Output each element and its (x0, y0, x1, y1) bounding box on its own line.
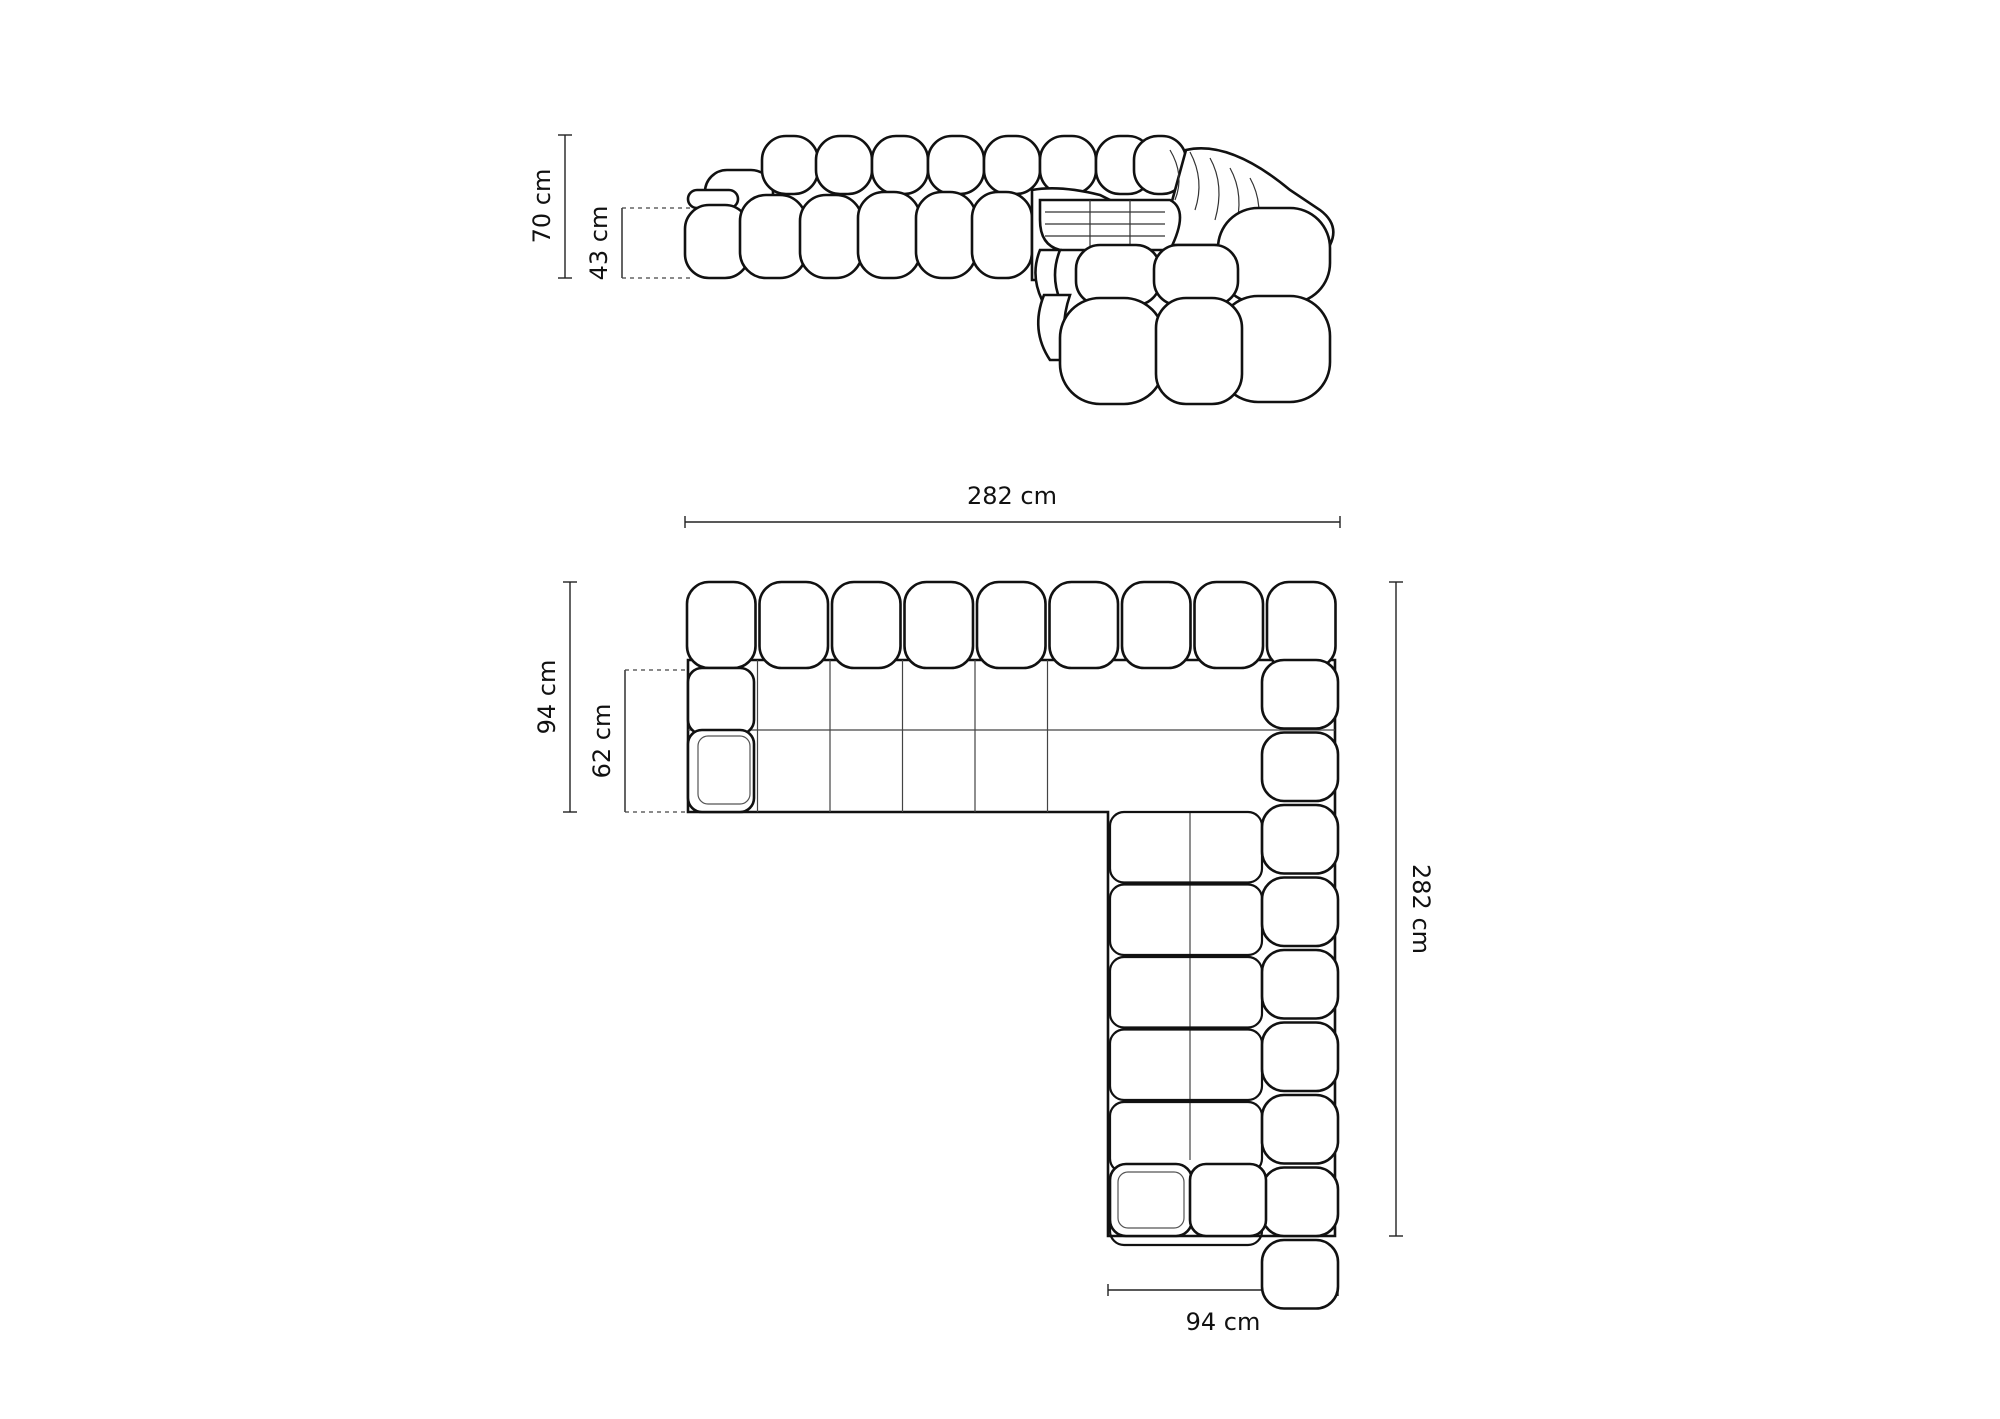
plan-side-back-cushion (1262, 1168, 1338, 1237)
seat-cushion (800, 195, 862, 278)
plan-back-cushion (1122, 582, 1191, 668)
corner-seat-stack (1040, 200, 1180, 250)
seat-cushion (916, 192, 976, 278)
front-view (528, 135, 1333, 404)
plan-side-back-cushion (1262, 733, 1338, 802)
plan-side-back-cushion (1262, 805, 1338, 874)
plan-side-back-cushion (1262, 1240, 1338, 1309)
back-cushion (1040, 136, 1096, 194)
plan-side-back-cushion (1262, 878, 1338, 947)
width-label: 282 cm (966, 482, 1058, 510)
seat-depth-label: 62 cm (588, 703, 616, 779)
plan-side-back-cushion (1262, 950, 1338, 1019)
back-cushion (872, 136, 928, 194)
plan-back-cushion (1195, 582, 1264, 668)
plan-back-cushion (1050, 582, 1119, 668)
chaise-seat-cushion (1060, 298, 1164, 404)
chaise-side-stack (1035, 250, 1060, 300)
height-label: 70 cm (528, 168, 556, 244)
back-cushion (984, 136, 1040, 194)
plan-side-back-cushion (1262, 1023, 1338, 1092)
plan-back-cushion (687, 582, 756, 668)
plan-back-cushion (760, 582, 829, 668)
seat-height-label: 43 cm (585, 205, 613, 281)
plan-side-back-cushion (1262, 1095, 1338, 1164)
depth-label: 94 cm (533, 659, 561, 735)
plan-side-back-cushion (1262, 660, 1338, 729)
back-cushion (762, 136, 818, 194)
plan-back-cushion (1267, 582, 1336, 668)
plan-bottom-arm-cushion (1190, 1164, 1266, 1236)
length-label: 282 cm (1407, 863, 1435, 955)
plan-back-cushion (905, 582, 974, 668)
plan-cushions (687, 582, 1338, 1309)
seat-cushion (972, 192, 1032, 278)
chaise-back-cushion (1076, 245, 1160, 305)
back-cushion (816, 136, 872, 194)
seat-cushion (740, 195, 806, 278)
bottom-depth-label: 94 cm (1185, 1308, 1261, 1336)
plan-arm-cushion (688, 668, 754, 734)
plan-bottom-arm-cushion (1110, 1164, 1192, 1236)
plan-back-cushion (977, 582, 1046, 668)
plan-back-cushion (832, 582, 901, 668)
chaise-back-cushion (1154, 245, 1238, 305)
plan-seat-base (688, 660, 1335, 1236)
chaise-seat-cushion (1156, 298, 1242, 404)
top-view (533, 482, 1435, 1336)
seat-cushion (858, 192, 920, 278)
back-cushion (928, 136, 984, 194)
